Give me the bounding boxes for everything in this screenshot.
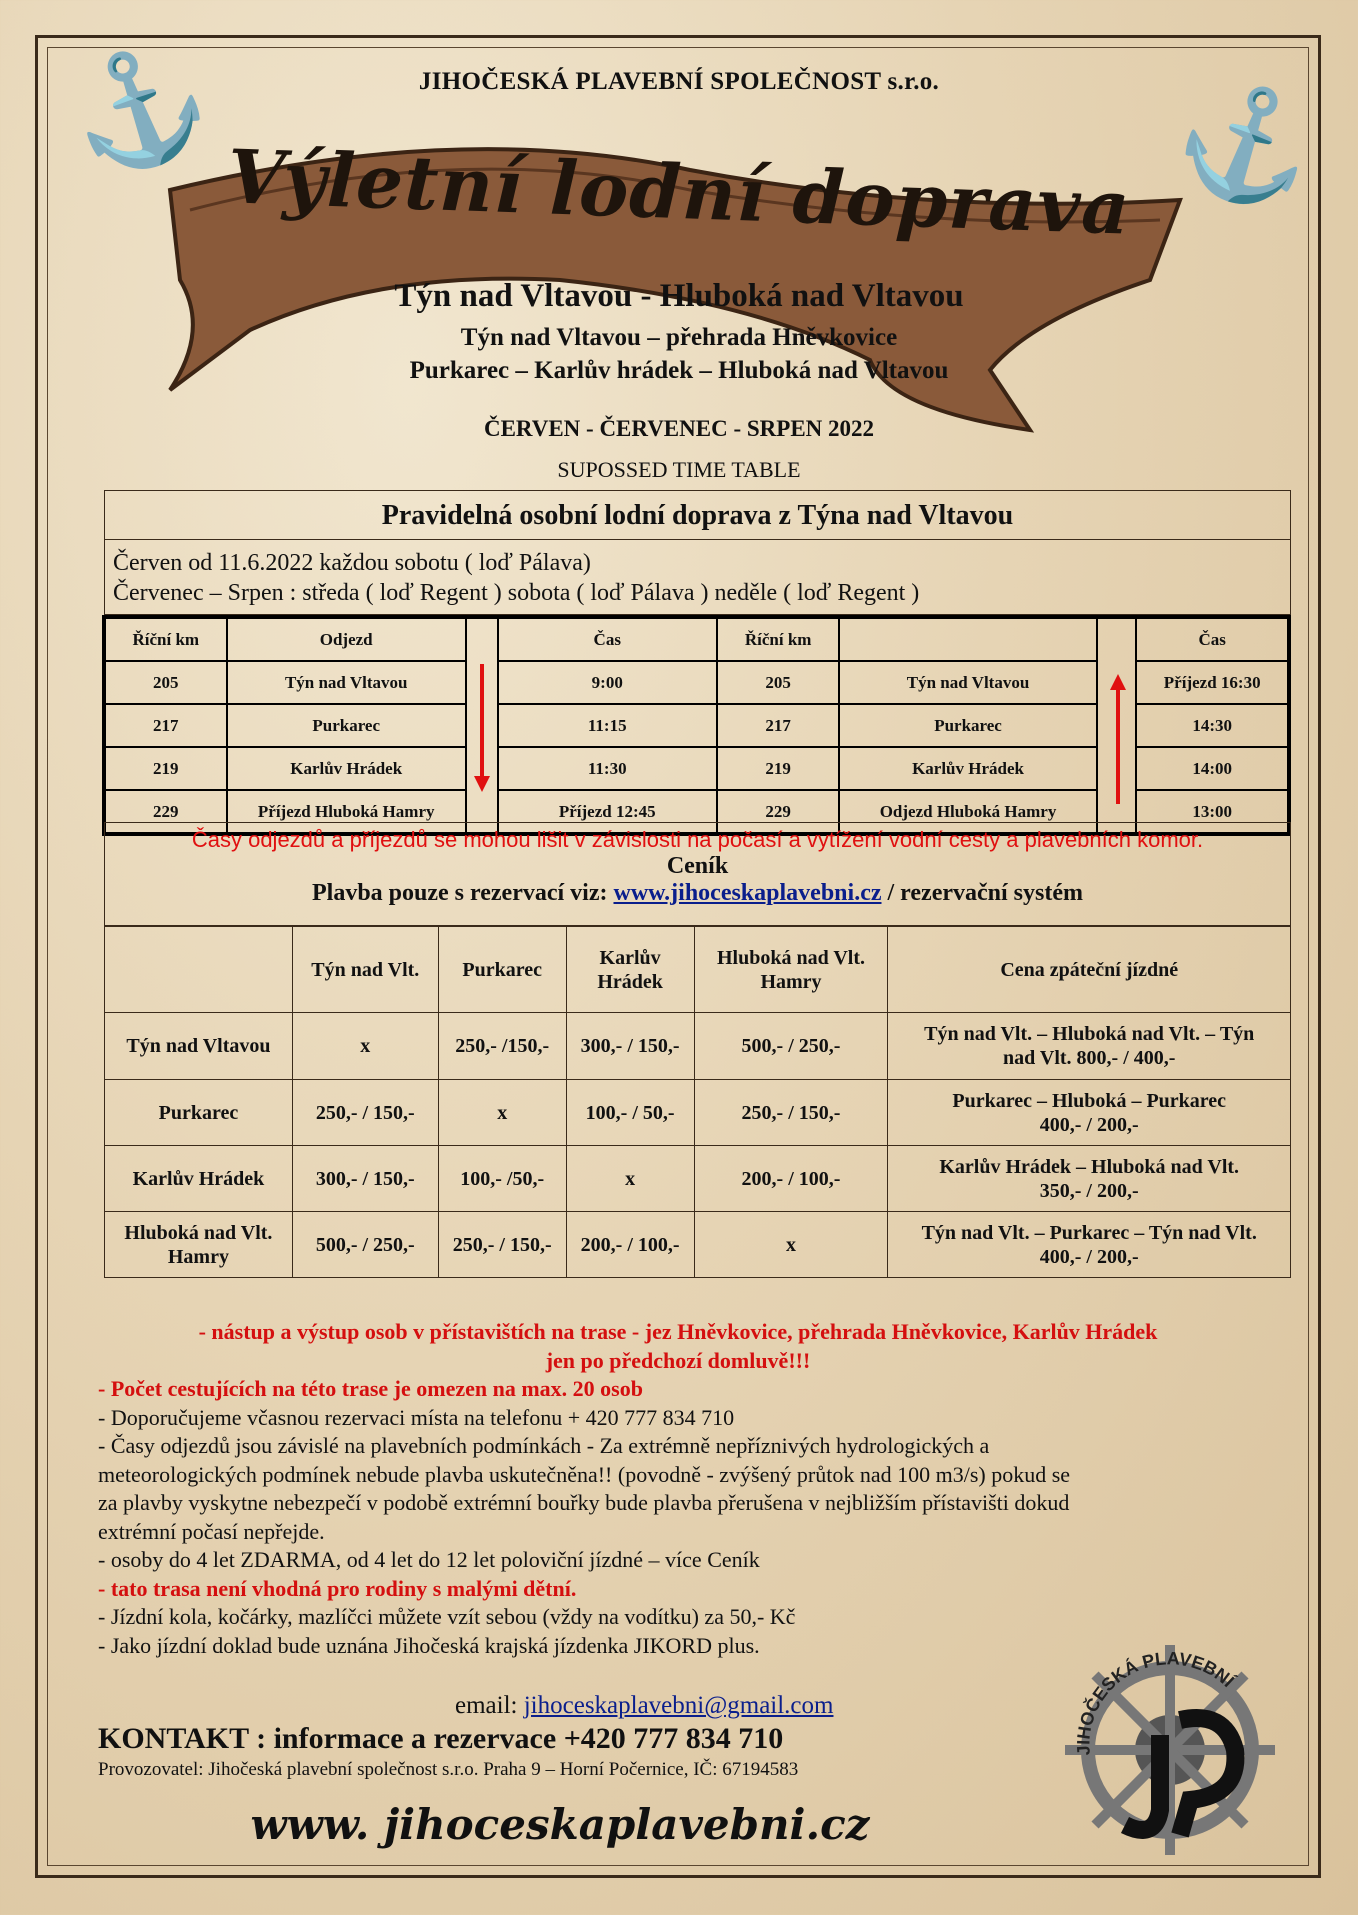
cell-time: 9:00 [498,661,717,704]
schedule-table [102,615,1291,836]
header-blank [839,617,1096,661]
price-from: Týn nad Vltavou [105,1013,293,1080]
cell-time-2: 14:00 [1136,747,1289,790]
cell-stop-2: Purkarec [839,704,1096,747]
anchor-icon-left: ⚓ [53,29,224,191]
schedule-info-line-1: Červen od 11.6.2022 každou sobotu ( loď Pálava) [113,550,591,576]
price-cell: 250,- / 150,- [292,1080,438,1146]
header-time-2: Čas [1136,617,1289,661]
arrow-cell-up [1097,617,1137,834]
price-header-return: Cena zpáteční jízdné [888,927,1291,1013]
price-header-purkarec: Purkarec [438,927,566,1013]
price-from: Hluboká nad Vlt. Hamry [105,1212,293,1278]
timetable-label: SUPOSSED TIME TABLE [557,457,801,482]
header-km-2: Říční km [717,617,840,661]
price-return [888,1146,1291,1212]
cell-km-2: 219 [717,747,840,790]
season-months: ČERVEN - ČERVENEC - SRPEN 2022 [483,416,875,441]
price-return [888,1080,1291,1146]
price-cell: x [292,1013,438,1080]
reservation-line [105,880,1290,907]
cell-stop-2: Karlův Hrádek [839,747,1096,790]
banner-title: Výletní lodní doprava [226,134,1132,252]
cell-stop: Purkarec [227,704,466,747]
cell-stop: Karlův Hrádek [227,747,466,790]
price-cell: 250,- /150,- [438,1013,566,1080]
cell-stop-2: Odjezd Hluboká Hamry [839,790,1096,834]
return-price: nad Vlt. 800,- / 400,- [1003,1047,1176,1069]
reservation-prefix: Plavba pouze s rezervací viz: [312,880,614,906]
cell-km-2: 229 [717,790,840,834]
price-from: Karlův Hrádek [105,1146,293,1212]
price-cell: 200,- / 100,- [694,1146,888,1212]
email-link[interactable]: jihoceskaplavebni@gmail.com [523,1692,834,1719]
price-return [888,1013,1291,1080]
cell-km-2: 217 [717,704,840,747]
contact-line: KONTAKT : informace a rezervace +420 777 834 710 [98,1722,784,1755]
info-conditions-2: meteorologických podmínek nebude plavba uskutečněna!! (povodně - zvýšený průtok nad 100 m3/s) pokud se [98,1461,1071,1487]
cell-stop-2: Týn nad Vltavou [839,661,1096,704]
table-row [105,927,1291,1013]
info-stops-2: jen po předchozí domluvě!!! [545,1347,811,1373]
info-conditions-1: - Časy odjezdů jsou závislé na plavebních podmínkách - Za extrémně nepříznivých hydrologických a [98,1433,990,1458]
cell-stop: Příjezd Hluboká Hamry [227,790,466,834]
price-cell: x [438,1080,566,1146]
ship-wheel-logo [1050,1625,1290,1865]
return-price: 350,- / 200,- [1039,1179,1139,1202]
price-header-karluv: Karlův Hrádek [566,927,694,1013]
cell-time-2: 13:00 [1136,790,1289,834]
cell-time: Příjezd 12:45 [498,790,717,834]
price-cell: x [566,1146,694,1212]
cell-time-2: Příjezd 16:30 [1136,661,1289,704]
price-cell: 250,- / 150,- [438,1212,566,1278]
return-route: Týn nad Vlt. – Purkarec – Týn nad Vlt. [921,1221,1257,1244]
pricelist-heading: Ceník [666,853,729,879]
price-header-blank [105,927,293,1013]
price-cell: x [694,1212,888,1278]
info-conditions-4: extrémní počasí nepřejde. [98,1518,325,1544]
cell-km: 205 [104,661,227,704]
table-row [105,1013,1291,1080]
delay-warning: Časy odjezdů a příjezdů se mohou lišit v závislosti na počasí a vytížení vodní cesty a plavebních komor. [191,827,1204,852]
table-row [105,1212,1291,1278]
anchor-icon-right: ⚓ [1161,64,1332,226]
website-footer[interactable]: www. jihoceskaplavebni.cz [250,1800,870,1849]
cell-km: 217 [104,704,227,747]
price-cell: 500,- / 250,- [292,1212,438,1278]
company-name: JIHOČESKÁ PLAVEBNÍ SPOLEČNOST s.r.o. [418,68,940,95]
price-from: Purkarec [105,1080,293,1146]
header-time: Čas [498,617,717,661]
email-label: email: [455,1692,524,1719]
schedule-info [104,539,1291,615]
route-title: Týn nad Vltavou - Hluboká nad Vltavou [394,278,964,314]
schedule-info-line-2: Červenec – Srpen : středa ( loď Regent ) sobota ( loď Pálava ) neděle ( loď Regent ) [113,580,920,606]
cell-time-2: 14:30 [1136,704,1289,747]
price-cell: 250,- / 150,- [694,1080,888,1146]
table-row [105,1080,1291,1146]
price-cell: 200,- / 100,- [566,1212,694,1278]
schedule-title: Pravidelná osobní lodní doprava z Týna nad Vltavou [104,490,1291,540]
cell-km: 229 [104,790,227,834]
cell-km: 219 [104,747,227,790]
price-cell: 300,- / 150,- [566,1013,694,1080]
price-table [104,926,1291,1278]
price-cell: 100,- /50,- [438,1146,566,1212]
info-reservation: - Doporučujeme včasnou rezervaci místa na telefonu + 420 777 834 710 [98,1404,735,1430]
cell-stop: Týn nad Vltavou [227,661,466,704]
price-return [888,1212,1291,1278]
price-header-hluboka: Hluboká nad Vlt. Hamry [694,927,888,1013]
info-families: - tato trasa není vhodná pro rodiny s malými dětní. [98,1575,577,1601]
price-cell: 300,- / 150,- [292,1146,438,1212]
return-route: Purkarec – Hluboká – Purkarec [952,1089,1227,1112]
arrow-up-icon [1108,674,1128,804]
info-children: - osoby do 4 let ZDARMA, od 4 let do 12 let poloviční jízdné – více Ceník [98,1547,760,1572]
price-cell: 500,- / 250,- [694,1013,888,1080]
cell-time: 11:15 [498,704,717,747]
reservation-suffix: / rezervační systém [881,880,1083,906]
header-km: Říční km [104,617,227,661]
info-bikes: - Jízdní kola, kočárky, mazlíčci můžete vzít sebou (vždy na vodítku) za 50,- Kč [98,1604,796,1629]
reservation-link[interactable]: www.jihoceskaplavebni.cz [613,880,882,906]
return-route: Karlův Hrádek – Hluboká nad Vlt. [939,1155,1240,1178]
info-ticket: - Jako jízdní doklad bude uznána Jihočeská krajská jízdenka JIKORD plus. [98,1632,760,1658]
return-route: Týn nad Vlt. – Hluboká nad Vlt. – Týn [924,1023,1255,1045]
info-list [98,1318,1258,1660]
cell-time: 11:30 [498,747,717,790]
price-header-tyn: Týn nad Vlt. [292,927,438,1013]
return-price: 400,- / 200,- [1039,1113,1139,1136]
arrow-cell-down [466,617,498,834]
table-row [105,1146,1291,1212]
notes-box [104,822,1291,926]
cell-km-2: 205 [717,661,840,704]
email-line [455,1692,833,1720]
header-departure: Odjezd [227,617,466,661]
return-price: 400,- / 200,- [1039,1245,1139,1268]
info-stops: - nástup a výstup osob v přístavištích na trase - jez Hněvkovice, přehrada Hněvkovice, Karlův Hrádek [198,1319,1158,1344]
arrow-down-icon [472,664,492,794]
price-cell: 100,- / 50,- [566,1080,694,1146]
route-subtitle-1: Týn nad Vltavou – přehrada Hněvkovice [460,324,898,351]
operator-line: Provozovatel: Jihočeská plavební společnost s.r.o. Praha 9 – Horní Počernice, IČ: 67194583 [98,1759,799,1780]
svg-text:JIHOČESKÁ PLAVEBNÍ: JIHOČESKÁ PLAVEBNÍ [1073,1648,1239,1757]
info-capacity: - Počet cestujících na této trase je omezen na max. 20 osob [98,1376,643,1401]
table-row [104,617,1289,661]
info-conditions-3: za plavby vyskytne nebezpečí v podobě extrémní bouřky bude plavba přerušena v nejbližším přístavišti dokud [98,1490,1070,1515]
route-subtitle-2: Purkarec – Karlův hrádek – Hluboká nad Vltavou [409,357,949,384]
